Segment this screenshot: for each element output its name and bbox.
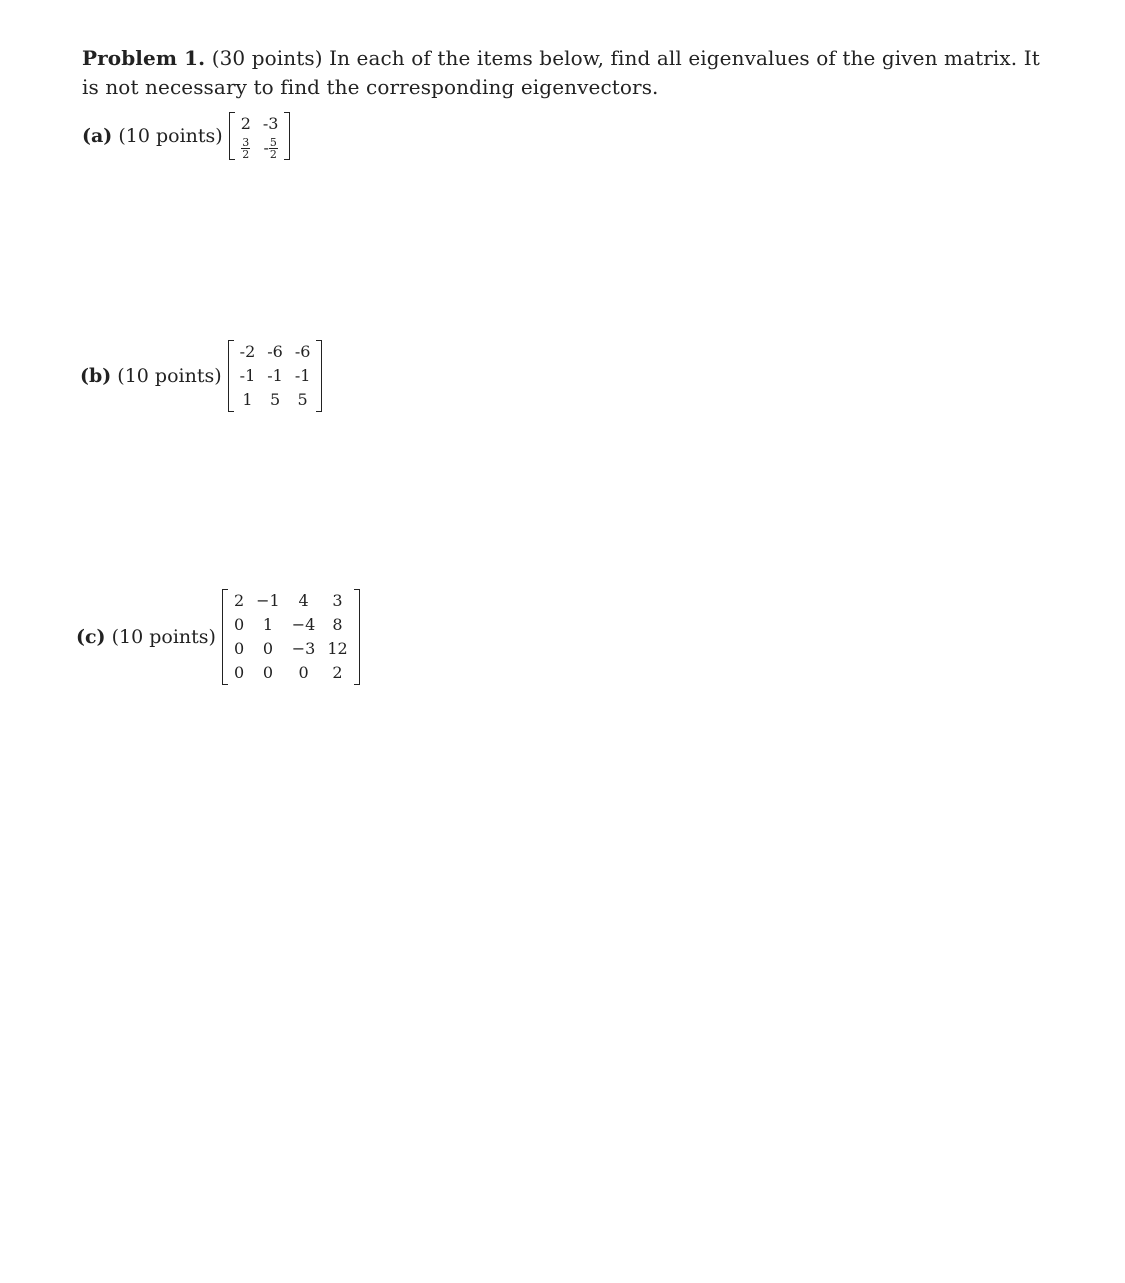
matrix-entry: -6 xyxy=(294,342,311,361)
item-a xyxy=(82,112,290,160)
item-letter: (a) xyxy=(82,125,113,147)
fraction-denominator: 2 xyxy=(242,148,250,161)
matrix-row xyxy=(235,136,285,160)
matrix-entry: 4 xyxy=(298,591,309,610)
fraction xyxy=(269,137,278,160)
matrix-entry: 5 xyxy=(297,390,308,409)
item-b xyxy=(80,340,322,412)
matrix-entry: 0 xyxy=(262,639,274,658)
matrix-entry: -6 xyxy=(267,342,283,361)
matrix-entry: 8 xyxy=(332,615,343,634)
matrix-entry: 3 xyxy=(332,591,343,610)
item-points: (10 points) xyxy=(105,626,216,648)
matrix-entry: 1 xyxy=(262,615,274,634)
matrix-entry: 0 xyxy=(262,663,274,682)
matrix-entry xyxy=(257,136,285,160)
matrix-entry: 2 xyxy=(233,591,245,610)
matrix-entry: −1 xyxy=(256,591,280,610)
fraction-sign: - xyxy=(263,138,269,157)
matrix-entry: −4 xyxy=(291,615,316,634)
problem-statement xyxy=(82,44,1062,102)
fraction-numerator: 3 xyxy=(242,136,250,149)
problem-intro: (30 points) In each of the items below, find all eigenvalues of the given matrix. It is not necessary to find the corresponding eigenvectors. xyxy=(82,46,1040,99)
matrix-entry: 2 xyxy=(332,663,343,682)
matrix-row xyxy=(235,112,285,136)
matrix-row xyxy=(228,589,354,613)
matrix-row xyxy=(228,613,354,637)
matrix-entry: -1 xyxy=(267,366,283,385)
matrix-a xyxy=(229,112,291,160)
fraction xyxy=(241,137,250,160)
matrix-row xyxy=(234,340,317,364)
matrix-entry: −3 xyxy=(291,639,316,658)
fraction-denominator: 2 xyxy=(269,148,277,161)
item-letter: (b) xyxy=(80,365,112,387)
matrix-entry: -1 xyxy=(294,366,311,385)
matrix-row xyxy=(234,364,317,388)
matrix-entry: -1 xyxy=(239,366,256,385)
matrix-row xyxy=(228,637,354,661)
matrix-entry xyxy=(235,136,257,160)
item-letter: (c) xyxy=(76,626,106,648)
matrix-entry: 12 xyxy=(327,639,348,658)
matrix-entry: 1 xyxy=(242,390,253,409)
matrix-b xyxy=(228,340,323,412)
matrix-c xyxy=(222,589,360,685)
matrix-entry: 0 xyxy=(233,663,245,682)
problem-title: Problem 1. xyxy=(82,46,206,70)
fraction-numerator: 5 xyxy=(269,136,277,149)
matrix-entry: 0 xyxy=(233,615,245,634)
matrix-row xyxy=(228,661,354,685)
matrix-entry: 0 xyxy=(233,639,245,658)
matrix-entry: 2 xyxy=(240,114,251,133)
item-c xyxy=(76,589,360,685)
item-points: (10 points) xyxy=(112,125,223,147)
item-points: (10 points) xyxy=(111,365,222,387)
matrix-entry: 0 xyxy=(298,663,309,682)
matrix-row xyxy=(234,388,317,412)
matrix-entry: -2 xyxy=(239,342,256,361)
matrix-entry: 5 xyxy=(269,390,281,409)
matrix-entry: -3 xyxy=(262,114,279,133)
